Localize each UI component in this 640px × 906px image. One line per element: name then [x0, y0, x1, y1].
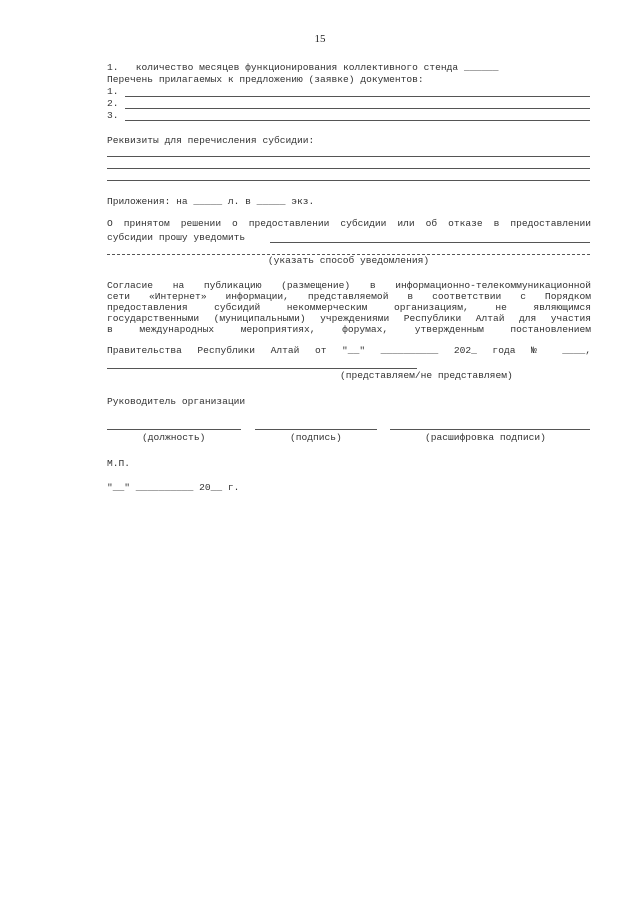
- position-caption: (должность): [142, 432, 206, 443]
- signature-line: [255, 429, 377, 430]
- document-item-1: 1.: [107, 86, 119, 97]
- requisites-line-1: [107, 156, 590, 157]
- name-line: [390, 429, 590, 430]
- consent-line-1: Согласие на публикацию (размещение) в информационно-телекоммуникационной: [107, 280, 591, 291]
- months-line: 1. количество месяцев функционирования коллективного стенда ______: [107, 62, 499, 73]
- consent-blank: [107, 368, 417, 369]
- notify-line-1: О принятом решении о предоставлении субсидии или об отказе в предоставлении: [107, 218, 591, 229]
- date-line: "__" __________ 20__ г.: [107, 482, 240, 493]
- notify-caption: (указать способ уведомления): [267, 255, 430, 266]
- notify-line-2-blank: [270, 242, 590, 243]
- consent-line-6: Правительства Республики Алтай от "__" __________ 202_ года № ____,: [107, 345, 591, 356]
- requisites-heading: Реквизиты для перечисления субсидии:: [107, 135, 315, 146]
- page-number: 15: [314, 33, 326, 45]
- document-item-2: 2.: [107, 98, 119, 109]
- signature-caption: (подпись): [290, 432, 342, 443]
- document-item-1-line: [125, 96, 590, 97]
- consent-line-3: предоставления субсидий некоммерческим организациям, не являющимся: [107, 302, 591, 313]
- document-item-2-line: [125, 108, 590, 109]
- head-label: Руководитель организации: [107, 396, 246, 407]
- attachments-line: Приложения: на _____ л. в _____ экз.: [107, 196, 315, 207]
- notify-line-2: субсидии прошу уведомить: [107, 232, 246, 243]
- document-item-3: 3.: [107, 110, 119, 121]
- consent-caption: (представляем/не представляем): [340, 370, 513, 381]
- document-item-3-line: [125, 120, 590, 121]
- position-line: [107, 429, 241, 430]
- documents-heading: Перечень прилагаемых к предложению (заявке) документов:: [107, 74, 424, 85]
- requisites-line-2: [107, 168, 590, 169]
- consent-line-5: в международных мероприятиях, форумах, утвержденным постановлением: [107, 324, 591, 335]
- stamp-label: М.П.: [107, 458, 131, 469]
- name-caption: (расшифровка подписи): [425, 432, 546, 443]
- consent-line-4: государственными (муниципальными) учреждениями Республики Алтай для участия: [107, 313, 591, 324]
- consent-line-2: сети «Интернет» информации, представляемой в соответствии с Порядком: [107, 291, 591, 302]
- requisites-line-3: [107, 180, 590, 181]
